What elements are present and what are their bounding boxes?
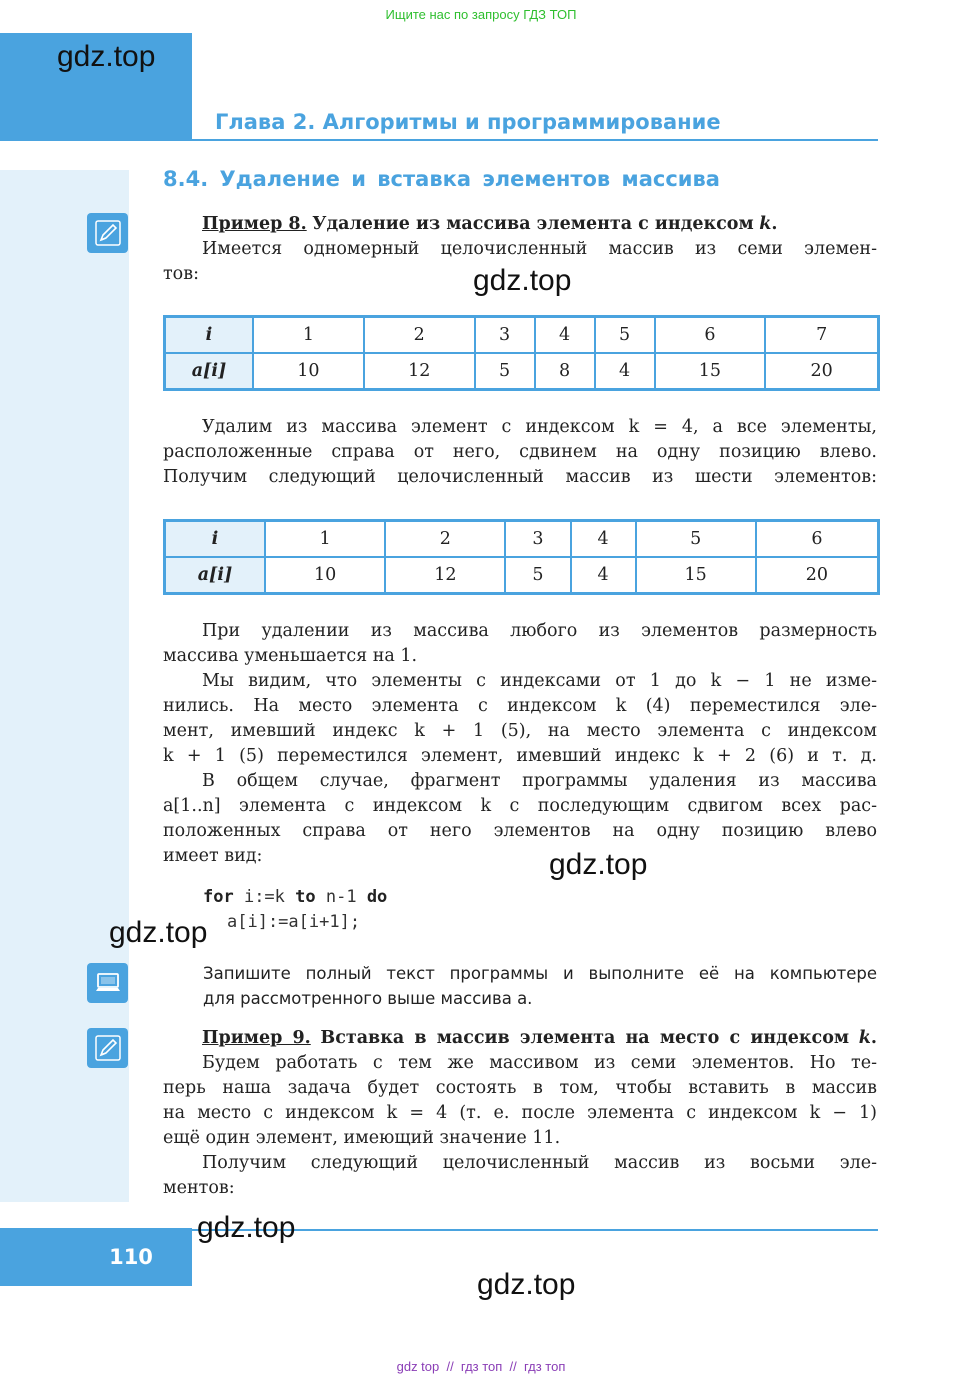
table-header-cell: i — [165, 521, 266, 558]
code-text: i:=k — [233, 887, 296, 907]
value-cell: 15 — [655, 353, 766, 390]
computer-icon — [87, 963, 128, 1003]
value-cell: 5 — [475, 353, 535, 390]
watermark: gdz.top — [473, 264, 572, 297]
code-fragment — [203, 885, 387, 935]
code-keyword: to — [295, 887, 316, 907]
explanation-paragraphs — [163, 619, 877, 869]
code-keyword: do — [366, 887, 388, 907]
table-row — [165, 317, 879, 354]
array-table-7 — [163, 315, 880, 391]
watermark: gdz.top — [197, 1211, 296, 1244]
value-cell: 4 — [595, 353, 655, 390]
text-line: расположенные справа от него, сдвинем на одну позицию влево. — [163, 442, 877, 462]
value-cell: 8 — [535, 353, 595, 390]
delete-paragraph — [163, 415, 877, 490]
example9-var: k — [858, 1028, 871, 1048]
header-rule — [192, 139, 878, 141]
text-line: массива уменьшается на 1. — [163, 646, 418, 666]
table-row — [165, 557, 879, 594]
value-cell: 12 — [385, 557, 505, 594]
example9-heading — [163, 1026, 877, 1051]
index-cell: 2 — [364, 317, 475, 354]
example8-heading-end: . — [771, 214, 778, 234]
code-line — [203, 887, 387, 907]
code-keyword: for — [203, 887, 234, 907]
text-line: ментов: — [163, 1178, 235, 1198]
index-cell: 1 — [253, 317, 364, 354]
pencil-icon — [87, 213, 128, 253]
text-line: Получим следующий целочисленный массив из шести элементов: — [163, 467, 877, 487]
text-line: Запишите полный текст программы и выполните её на компьютере — [203, 964, 877, 983]
example9-heading-end: . — [870, 1028, 877, 1048]
example8-heading — [163, 212, 877, 237]
index-cell: 7 — [765, 317, 878, 354]
page-number: 110 — [0, 1228, 192, 1286]
index-cell: 1 — [265, 521, 385, 558]
section-title: 8.4. Удаление и вставка элементов массива — [163, 167, 720, 191]
text-line: имеет вид: — [163, 846, 263, 866]
example9-heading-text: Вставка в массив элемента на место с индексом — [320, 1028, 850, 1048]
example8-intro-line: тов: — [163, 264, 199, 284]
index-cell: 2 — [385, 521, 505, 558]
text-line: Удалим из массива элемент с индексом k = 4, а все элементы, — [202, 417, 877, 437]
chapter-title: Глава 2. Алгоритмы и программирование — [215, 110, 721, 134]
code-text: n-1 — [315, 887, 367, 907]
table-header-cell: a[i] — [165, 557, 266, 594]
table-row — [165, 521, 879, 558]
text-line: k + 1 (5) переместился элемент, имевший индекс k + 2 (6) и т. д. — [163, 746, 877, 766]
table-header-cell: a[i] — [165, 353, 254, 390]
watermark: gdz.top — [477, 1268, 576, 1301]
value-cell: 10 — [253, 353, 364, 390]
index-cell: 3 — [505, 521, 570, 558]
task-text — [203, 961, 877, 1011]
value-cell: 15 — [636, 557, 756, 594]
text-line: Будем работать с тем же массивом из семи элементов. Но те- — [202, 1053, 877, 1073]
text-line: нились. На место элемента с индексом k (4) переместился эле- — [163, 696, 877, 716]
text-line: на место с индексом k = 4 (т. е. после элемента с индексом k − 1) — [163, 1103, 877, 1123]
text-line: В общем случае, фрагмент программы удаления из массива — [202, 771, 877, 791]
example8-heading-text: Удаление из массива элемента с индексом — [312, 214, 754, 234]
pencil-icon — [87, 1028, 128, 1068]
text-line: положенных справа от него элементов на одну позицию влево — [163, 821, 877, 841]
text-line: мент, имевший индекс k + 1 (5), на место элемента с индексом — [163, 721, 877, 741]
index-cell: 6 — [655, 317, 766, 354]
array-table-6 — [163, 519, 880, 595]
search-banner[interactable]: Ищите нас по запросу ГДЗ ТОП — [385, 7, 577, 22]
example9-block — [163, 1026, 877, 1201]
value-cell: 12 — [364, 353, 475, 390]
text-line: перь наша задача будет состоять в том, чтобы вставить в массив — [163, 1078, 877, 1098]
watermark: gdz.top — [549, 848, 648, 881]
index-cell: 5 — [636, 521, 756, 558]
index-cell: 4 — [571, 521, 636, 558]
example9-label: Пример 9. — [202, 1028, 311, 1048]
text-line: При удалении из массива любого из элементов размерность — [202, 621, 877, 641]
index-cell: 5 — [595, 317, 655, 354]
example8-intro-line: Имеется одномерный целочисленный массив из семи элемен- — [202, 239, 877, 259]
example8-label: Пример 8. — [202, 214, 307, 234]
text-line: для рассмотренного выше массива a. — [203, 989, 533, 1008]
value-cell: 20 — [756, 557, 879, 594]
example8-var: k — [759, 214, 772, 234]
index-cell: 3 — [475, 317, 535, 354]
value-cell: 10 — [265, 557, 385, 594]
watermark: gdz.top — [57, 40, 156, 73]
index-cell: 6 — [756, 521, 879, 558]
table-header-cell: i — [165, 317, 254, 354]
footer-links[interactable]: gdz top // гдз топ // гдз топ — [396, 1359, 566, 1374]
code-line: a[i]:=a[i+1]; — [227, 912, 361, 932]
value-cell: 5 — [505, 557, 570, 594]
table-row — [165, 353, 879, 390]
text-line: Получим следующий целочисленный массив из восьми эле- — [202, 1153, 877, 1173]
watermark: gdz.top — [109, 916, 208, 949]
value-cell: 20 — [765, 353, 878, 390]
value-cell: 4 — [571, 557, 636, 594]
text-line: a[1..n] элемента с индексом k с последующим сдвигом всех рас- — [163, 796, 877, 816]
text-line: ещё один элемент, имеющий значение 11. — [163, 1128, 561, 1148]
index-cell: 4 — [535, 317, 595, 354]
text-line: Мы видим, что элементы с индексами от 1 до k − 1 не изме- — [202, 671, 877, 691]
